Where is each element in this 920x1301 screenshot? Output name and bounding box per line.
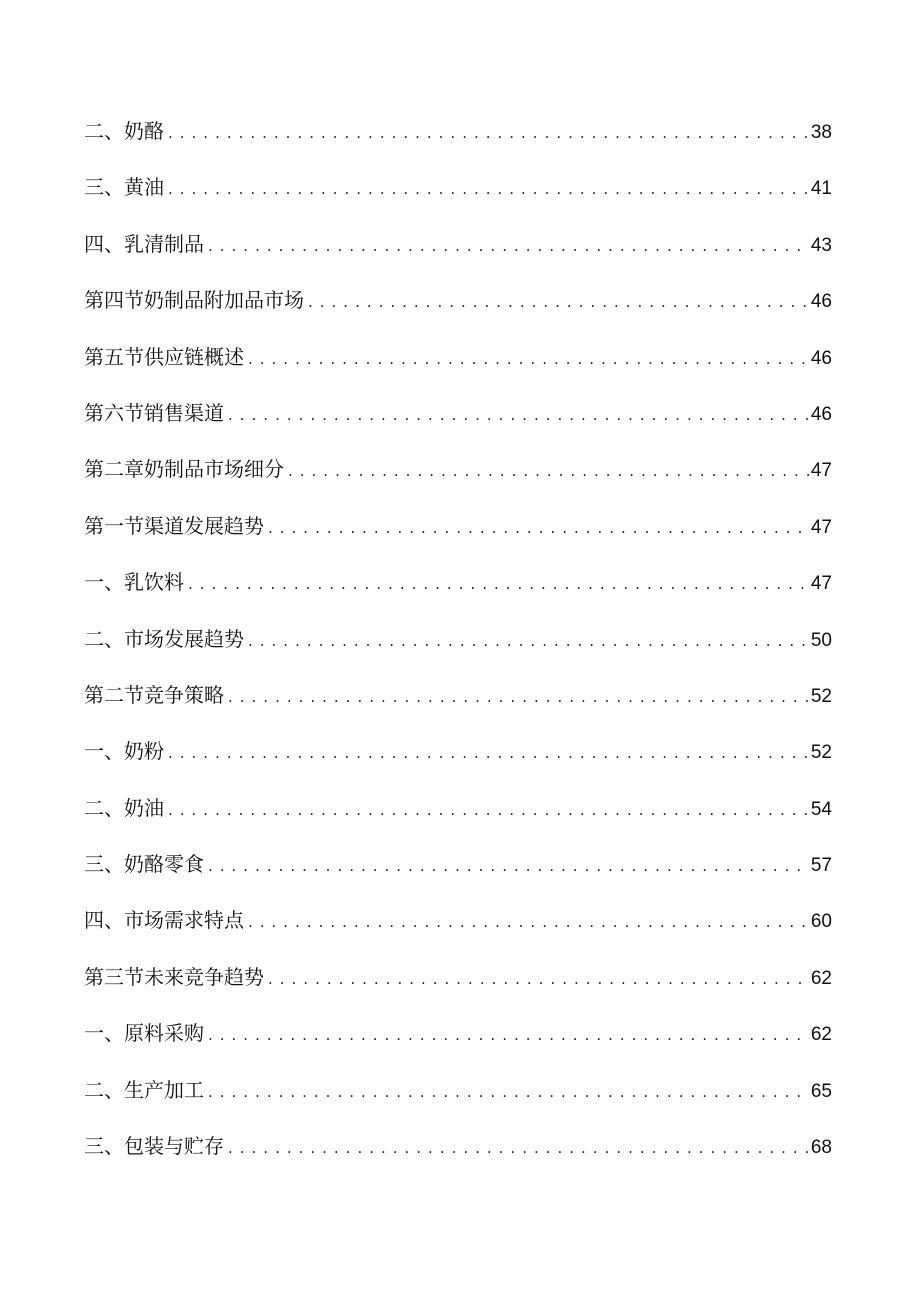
toc-dot-leader	[168, 171, 809, 207]
toc-entry-title: 第六节销售渠道	[84, 400, 224, 425]
toc-entry-page-number: 65	[810, 1080, 832, 1102]
toc-dot-leader	[308, 284, 809, 320]
toc-entry-page-number: 46	[810, 347, 832, 369]
toc-dot-leader	[268, 510, 809, 546]
toc-entry[interactable]	[84, 451, 832, 507]
toc-entry-page-number: 46	[810, 403, 832, 425]
toc-entry-page-number: 43	[810, 234, 832, 256]
toc-entry[interactable]	[84, 339, 832, 395]
toc-entry[interactable]	[84, 169, 832, 225]
toc-dot-leader	[168, 115, 809, 151]
toc-entry[interactable]	[84, 959, 832, 1015]
toc-entry-page-number: 47	[810, 460, 832, 482]
toc-dot-leader	[288, 453, 809, 489]
toc-entry-page-number: 47	[810, 573, 832, 595]
toc-entry-title: 第四节奶制品附加品市场	[84, 288, 304, 313]
toc-entry-title: 一、奶粉	[84, 739, 164, 764]
toc-entry-page-number: 50	[810, 629, 832, 651]
toc-entry-title: 三、奶酪零食	[84, 852, 204, 877]
toc-entry[interactable]	[84, 902, 832, 958]
toc-entry[interactable]	[84, 508, 832, 564]
toc-entry-title: 第二节竞争策略	[84, 682, 224, 707]
toc-dot-leader	[228, 1130, 809, 1166]
toc-entry[interactable]	[84, 564, 832, 620]
toc-entry[interactable]	[84, 226, 832, 282]
toc-entry-title: 三、包装与贮存	[84, 1134, 224, 1159]
toc-dot-leader	[268, 961, 809, 997]
toc-dot-leader	[168, 792, 809, 828]
toc-entry[interactable]	[84, 113, 832, 169]
toc-entry-title: 二、奶酪	[84, 119, 164, 143]
toc-dot-leader	[188, 566, 809, 602]
toc-entry[interactable]	[84, 395, 832, 451]
toc-entry-title: 三、黄油	[84, 175, 164, 200]
toc-entry-page-number: 57	[810, 855, 832, 877]
toc-entry[interactable]	[84, 1128, 832, 1184]
toc-entry-page-number: 54	[810, 798, 832, 820]
toc-dot-leader	[248, 904, 809, 940]
toc-entry[interactable]	[84, 677, 832, 733]
toc-entry-page-number: 68	[810, 1137, 832, 1159]
toc-entry[interactable]	[84, 282, 832, 338]
toc-entry-title: 四、市场需求特点	[84, 908, 244, 933]
table-of-contents	[84, 113, 832, 1184]
toc-entry-title: 一、原料采购	[84, 1021, 204, 1046]
toc-dot-leader	[208, 848, 809, 884]
toc-entry-title: 二、市场发展趋势	[84, 626, 244, 651]
toc-entry-page-number: 62	[810, 1024, 832, 1046]
toc-entry[interactable]	[84, 846, 832, 902]
toc-dot-leader	[208, 1074, 809, 1110]
toc-entry-page-number: 41	[810, 178, 832, 200]
toc-dot-leader	[228, 397, 809, 433]
toc-dot-leader	[208, 228, 809, 264]
toc-entry-title: 第五节供应链概述	[84, 344, 244, 369]
toc-entry-title: 二、生产加工	[84, 1077, 204, 1102]
toc-dot-leader	[208, 1017, 809, 1053]
toc-entry-page-number: 47	[810, 516, 832, 538]
toc-entry-page-number: 62	[810, 967, 832, 989]
toc-entry[interactable]	[84, 790, 832, 846]
toc-entry-page-number: 52	[810, 685, 832, 707]
toc-dot-leader	[168, 735, 809, 771]
toc-dot-leader	[248, 623, 809, 659]
toc-entry-page-number: 46	[810, 291, 832, 313]
toc-entry-title: 二、奶油	[84, 795, 164, 820]
toc-entry[interactable]	[84, 1015, 832, 1071]
toc-entry-title: 第三节未来竞争趋势	[84, 964, 264, 989]
toc-entry-page-number: 52	[810, 742, 832, 764]
toc-entry-title: 第一节渠道发展趋势	[84, 513, 264, 538]
toc-entry-title: 四、乳清制品	[84, 231, 204, 256]
toc-entry-page-number: 38	[810, 122, 832, 143]
toc-entry[interactable]	[84, 621, 832, 677]
toc-entry-title: 第二章奶制品市场细分	[84, 457, 284, 482]
toc-dot-leader	[248, 341, 809, 377]
toc-entry-title: 一、乳饮料	[84, 570, 184, 595]
toc-entry-page-number: 60	[810, 911, 832, 933]
toc-dot-leader	[228, 679, 809, 715]
toc-entry[interactable]	[84, 1072, 832, 1128]
toc-entry[interactable]	[84, 733, 832, 789]
